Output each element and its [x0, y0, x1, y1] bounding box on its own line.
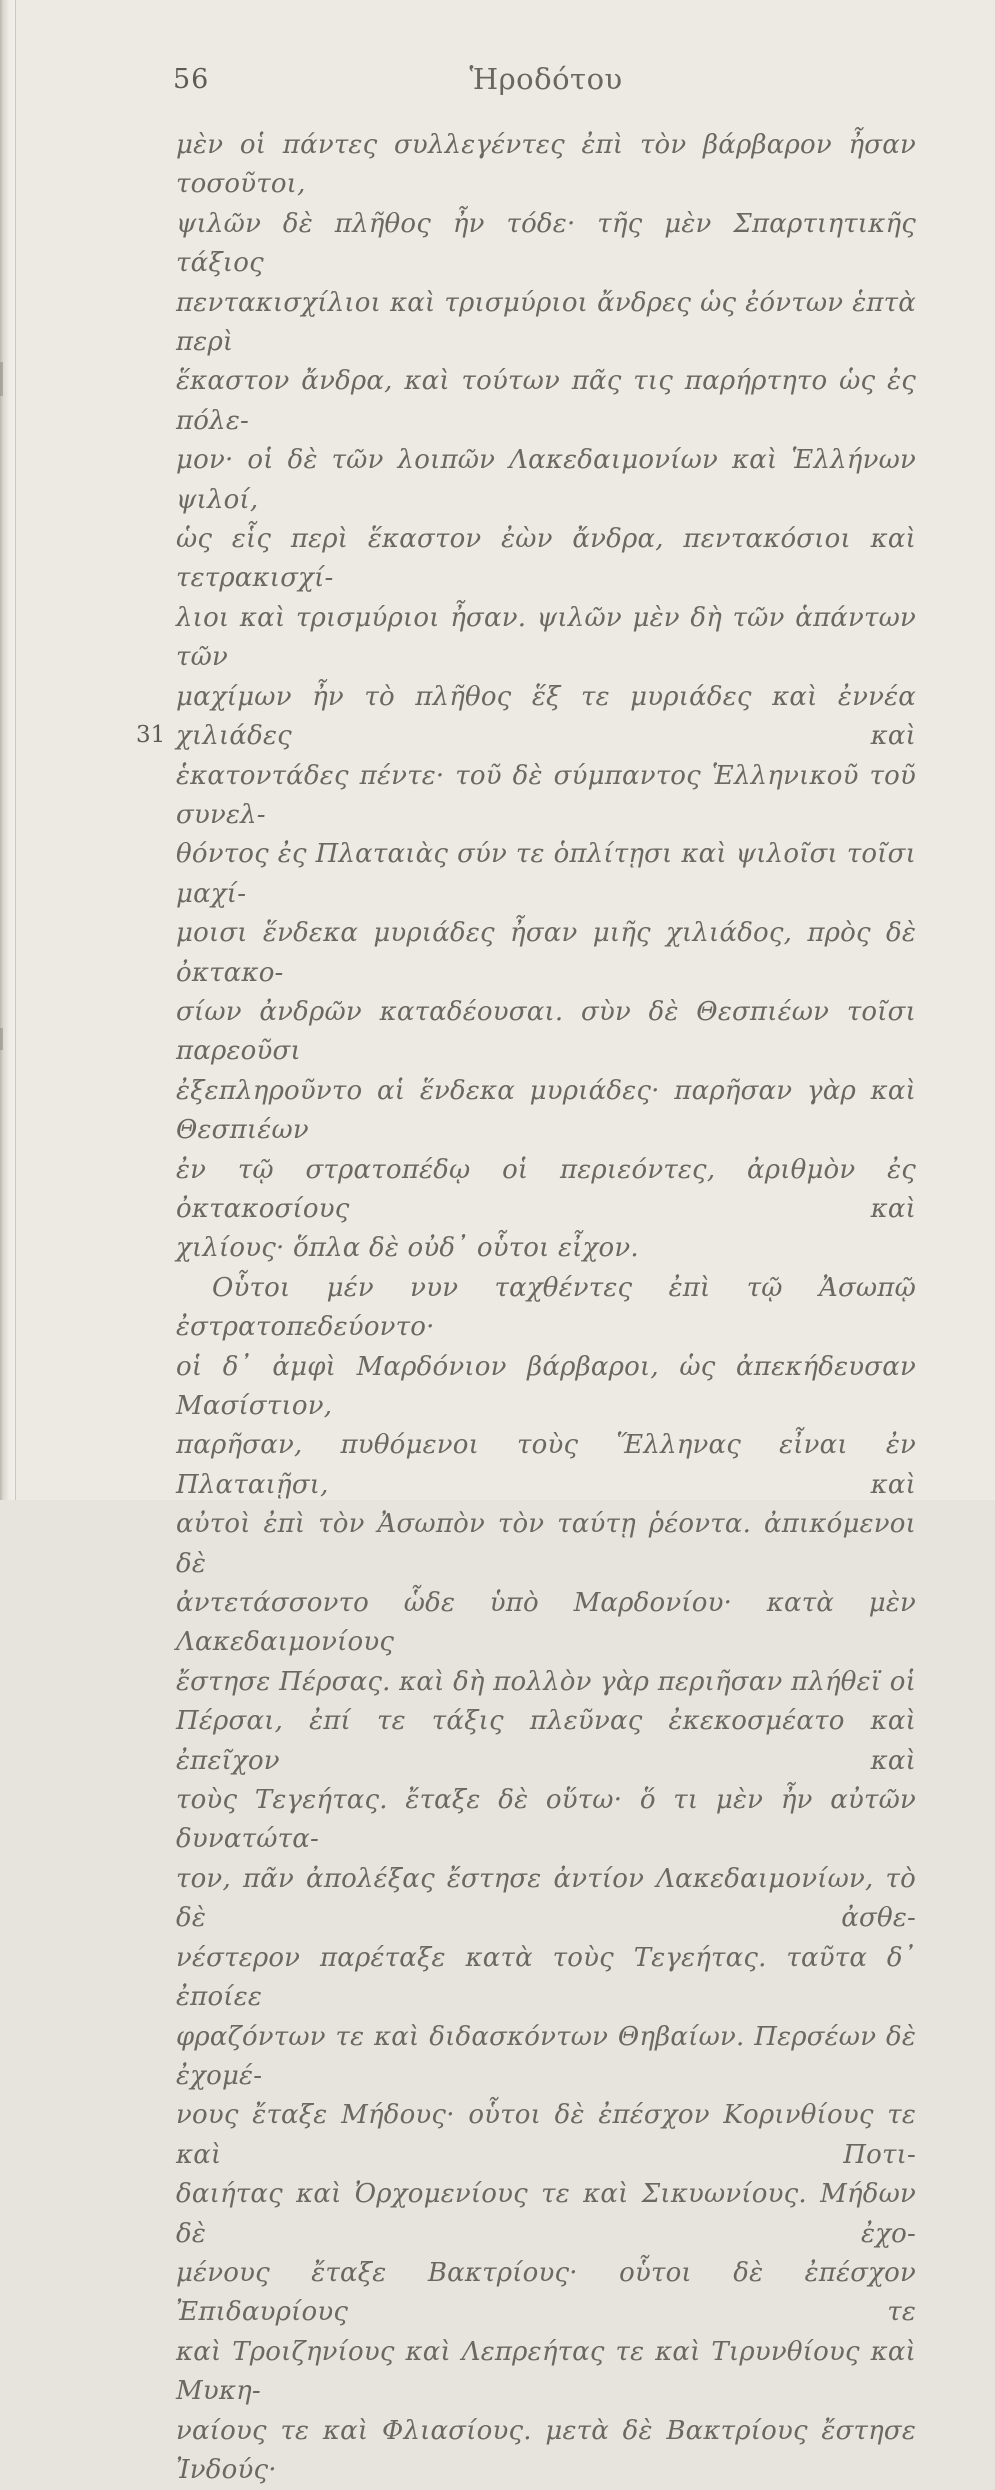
text-line: μένους ἔταξε Βακτρίους· οὗτοι δὲ ἐπέσχον Ἐπιδαυρίους τε [176, 2257, 916, 2328]
page-gutter-edge [0, 0, 16, 1500]
text-line: ἐν τῷ στρατοπέδῳ οἱ περιεόντες, ἀριθμὸν ἐς ὀκτακοσίους καὶ [176, 1154, 916, 1224]
greek-text-block [176, 126, 916, 2490]
text-line: μοισι ἕνδεκα μυριάδες ἦσαν μιῆς χιλιάδος, πρὸς δὲ ὀκτακο- [176, 918, 916, 988]
text-line: νους ἔταξε Μήδους· οὗτοι δὲ ἐπέσχον Κορινθίους τε καὶ Ποτι- [176, 2100, 916, 2170]
text-line: τον, πᾶν ἀπολέξας ἔστησε ἀντίον Λακεδαιμονίων, τὸ δὲ ἀσθε- [176, 1863, 916, 1934]
text-line: τοὺς Τεγεήτας. ἔταξε δὲ οὕτω· ὅ τι μὲν ἦν αὐτῶν δυνατώτα- [176, 1785, 916, 1855]
text-line: λιοι καὶ τρισμύριοι ἦσαν. ψιλῶν μὲν δὴ τῶν ἁπάντων τῶν [176, 602, 916, 673]
text-line: ναίους τε καὶ Φλιασίους. μετὰ δὲ Βακτρίους ἔστησε Ἰνδούς· [176, 2415, 916, 2485]
text-line: μὲν οἱ πάντες συλλεγέντες ἐπὶ τὸν βάρβαρον ἦσαν τοσοῦτοι, [176, 130, 916, 200]
text-line: πεντακισχίλιοι καὶ τρισμύριοι ἄνδρες ὡς ἐόντων ἑπτὰ περὶ [176, 287, 916, 358]
text-line: ὡς εἷς περὶ ἕκαστον ἐὼν ἄνδρα, πεντακόσιοι καὶ τετρακισχί- [176, 524, 916, 594]
text-line: ψιλῶν δὲ πλῆθος ἦν τόδε· τῆς μὲν Σπαρτιητικῆς τάξιος [176, 208, 916, 279]
text-line: ἕκαστον ἄνδρα, καὶ τούτων πᾶς τις παρήρτητο ὡς ἐς πόλε- [176, 366, 916, 436]
chapter-number: 31 [136, 722, 166, 748]
text-line: δαιήτας καὶ Ὀρχομενίους τε καὶ Σικυωνίους. Μήδων δὲ ἐχο- [176, 2179, 916, 2249]
text-line: χιλίους· ὅπλα δὲ οὐδ᾽ οὗτοι εἶχον. [176, 1233, 639, 1264]
text-line: μον· οἱ δὲ τῶν λοιπῶν Λακεδαιμονίων καὶ Ἑλλήνων ψιλοί, [176, 445, 916, 515]
text-line: αὐτοὶ ἐπὶ τὸν Ἀσωπὸν τὸν ταύτῃ ῥέοντα. ἀπικόμενοι δὲ [176, 1509, 916, 1579]
text-line: Οὗτοι μέν νυν ταχθέντες ἐπὶ τῷ Ἀσωπῷ ἐστρατοπεδεύοντο· [176, 1272, 916, 1343]
running-title: Ἡροδότου [469, 62, 623, 96]
text-line: ἀντετάσσοντο ὧδε ὑπὸ Μαρδονίου· κατὰ μὲν Λακεδαιμονίους [176, 1588, 916, 1658]
text-line: νέστερον παρέταξε κατὰ τοὺς Τεγεήτας. ταῦτα δ᾽ ἐποίεε [176, 1942, 916, 2013]
text-line: παρῆσαν, πυθόμενοι τοὺς Ἕλληνας εἶναι ἐν Πλαταιῇσι, καὶ [176, 1430, 916, 1500]
scan-edge-mark [0, 362, 3, 396]
text-line: ἑκατοντάδες πέντε· τοῦ δὲ σύμπαντος Ἑλληνικοῦ τοῦ συνελ- [176, 760, 916, 830]
text-line: σίων ἀνδρῶν καταδέουσαι. σὺν δὲ Θεσπιέων τοῖσι παρεοῦσι [176, 996, 916, 1067]
text-line: ἔστησε Πέρσας. καὶ δὴ πολλὸν γὰρ περιῆσαν πλήθεϊ οἱ [176, 1666, 916, 1697]
text-line: Πέρσαι, ἐπί τε τάξις πλεῦνας ἐκεκοσμέατο καὶ ἐπεῖχον καὶ [176, 1706, 916, 1776]
text-line: οἱ δ᾽ ἀμφὶ Μαρδόνιον βάρβαροι, ὡς ἀπεκήδευσαν Μασίστιον, [176, 1351, 916, 1421]
scan-edge-mark [0, 1028, 3, 1050]
text-line: ἐξεπληροῦντο αἱ ἕνδεκα μυριάδες· παρῆσαν γὰρ καὶ Θεσπιέων [176, 1075, 916, 1146]
text-line: μαχίμων ἦν τὸ πλῆθος ἕξ τε μυριάδες καὶ ἐννέα χιλιάδες καὶ [176, 681, 916, 752]
text-line: φραζόντων τε καὶ διδασκόντων Θηβαίων. Περσέων δὲ ἐχομέ- [176, 2021, 916, 2091]
page-number: 56 [173, 64, 210, 95]
text-line: θόντος ἐς Πλαταιὰς σύν τε ὁπλίτῃσι καὶ ψιλοῖσι τοῖσι μαχί- [176, 839, 916, 909]
text-line: καὶ Τροιζηνίους καὶ Λεπρεήτας τε καὶ Τιρυνθίους καὶ Μυκη- [176, 2336, 916, 2407]
